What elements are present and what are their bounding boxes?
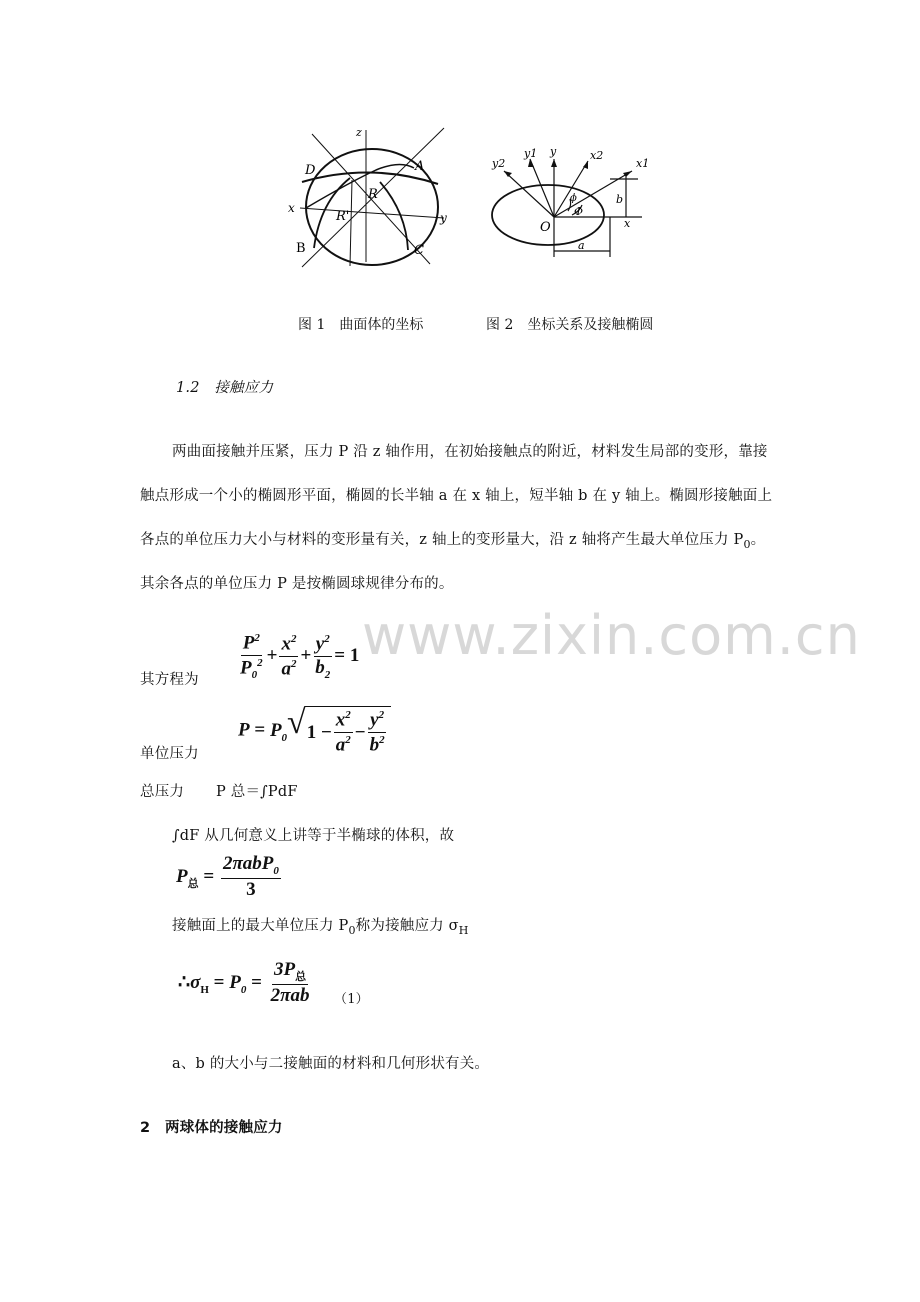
equation-label-2: 单位压力	[140, 746, 199, 762]
contact-stress-note: 接触面上的最大单位压力 $P_0$称为接触应力 $\sigma_H$	[172, 918, 469, 937]
fig1-label-R-prime: R'	[336, 209, 350, 224]
fig1-label-D: D	[305, 163, 316, 178]
fig1-label-x: x	[288, 201, 295, 215]
fig1-label-A: A	[415, 159, 425, 174]
fig2-label-y: y	[550, 145, 557, 158]
fig2-label-x1: x1	[636, 157, 650, 170]
contact-stress-equation: $\therefore\sigma_H = P_0$ = $\frac{3P_总}{\text{2πab}}$	[178, 959, 310, 1006]
fig1-label-y: y	[440, 211, 447, 225]
contact-ellipse	[492, 185, 604, 245]
figure-2-diagram	[490, 145, 670, 265]
figure-1-diagram	[280, 122, 480, 272]
equation-number: （1）	[334, 992, 369, 1007]
fig2-label-phi-small: ϕ	[570, 193, 577, 204]
paragraph-line-2: 触点形成一个小的椭圆形平面，椭圆的长半轴 a 在 x 轴上，短半轴 b 在 y 轴上。椭圆形接触面上	[140, 488, 773, 504]
fig2-label-x: x	[624, 217, 631, 230]
figure-2-caption: 图 2 坐标关系及接触椭圆	[486, 317, 654, 333]
ab-note: a、b 的大小与二接触面的材料和几何形状有关。	[172, 1056, 490, 1072]
section-heading-2: 2 两球体的接触应力	[140, 1120, 283, 1136]
fig2-label-x2: x2	[590, 149, 604, 162]
watermark: www.zixin.com.cn	[362, 604, 861, 667]
fig1-label-B: B	[296, 241, 306, 256]
fig1-label-R: R	[368, 187, 378, 202]
total-pressure-label: 总压力	[140, 784, 185, 800]
fig1-label-C: C	[414, 243, 424, 258]
fig2-label-a: a	[578, 239, 585, 252]
figure-1-caption: 图 1 曲面体的坐标	[298, 317, 424, 333]
total-pressure-equation: $P_总$ = $\frac{2\pi abP_0}{3}$	[176, 853, 279, 900]
fig2-label-b: b	[616, 193, 624, 206]
paragraph-line-1: 两曲面接触并压紧，压力 P 沿 z 轴作用，在初始接触点的附近，材料发生局部的变形，靠接	[172, 444, 768, 460]
integral-note: ∫dF 从几何意义上讲等于半椭球的体积，故	[172, 828, 455, 844]
fig2-label-phi: Φ	[574, 205, 584, 218]
total-pressure-formula: P 总＝∫PdF	[216, 784, 298, 800]
fig2-label-O: O	[540, 220, 551, 235]
paragraph-line-3: 各点的单位压力大小与材料的变形量有关，z 轴上的变形量大，沿 z 轴将产生最大单位压力 $P_0$。	[140, 532, 766, 551]
unit-pressure-equation: $P = P_0$ √ 1 − $\frac{x^2}{a^2}$ − $\frac{y^2}{b^2}$	[238, 706, 391, 756]
equation-label-1: 其方程为	[140, 672, 199, 688]
fig2-label-y1: y1	[524, 147, 538, 160]
paragraph-line-4: 其余各点的单位压力 P 是按椭圆球规律分布的。	[140, 576, 454, 592]
fig1-label-z: z	[356, 126, 362, 139]
fig2-label-y2: y2	[492, 157, 506, 170]
section-heading-1-2: 1.2 接触应力	[176, 380, 274, 396]
ellipsoid-equation: $\frac{P^2}{P_0^2}$ + $\frac{x^2}{a^2}$ + $\frac{y^2}{b_2}$ = 1	[240, 632, 360, 682]
upper-arc	[302, 172, 438, 184]
